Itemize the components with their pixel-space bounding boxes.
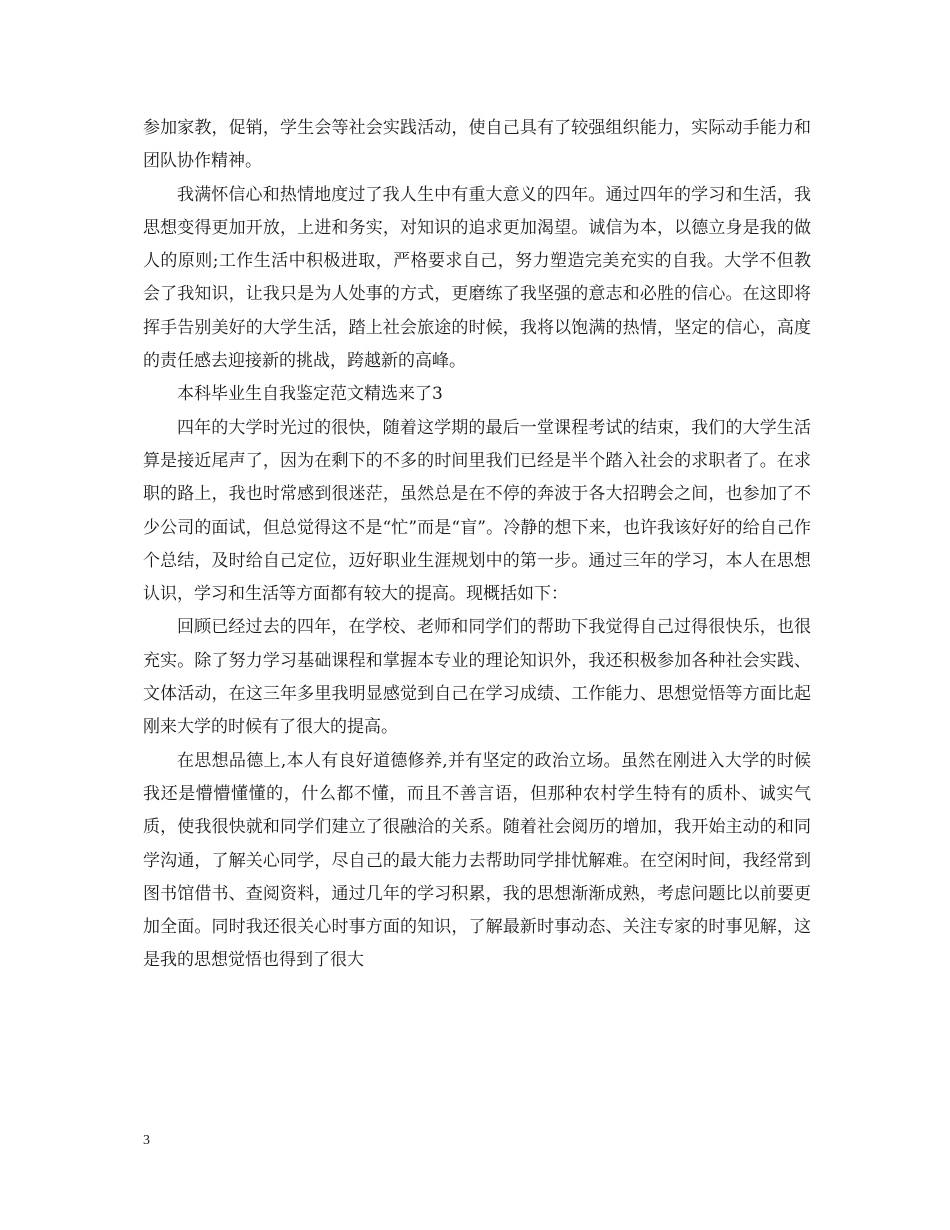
paragraph-continued: 参加家教，促销，学生会等社会实践活动，使自己具有了较强组织能力，实际动手能力和团队协作精神。 [143, 118, 811, 172]
page-number: 3 [143, 1133, 150, 1148]
paragraph: 在思想品德上,本人有良好道德修养,并有坚定的政治立场。虽然在刚进入大学的时候我还是懵懵懂懂的，什么都不懂，而且不善言语，但那种农村学生特有的质朴、诚实气质，使我很快就和同学们建立了很融洽的关系。随着社会阅历的增加，我开始主动的和同学沟通，了解关心同学，尽自己的最大能力去帮助同学排忧解难。在空闲时间，我经常到图书馆借书、查阅资料，通过几年的学习积累，我的思想渐渐成熟，考虑问题比以前要更加全面。同时我还很关心时事方面的知识，了解最新时事动态、关注专家的时事见解，这是我的思想觉悟也得到了很大 [143, 750, 811, 971]
section-heading: 本科毕业生自我鉴定范文精选来了3 [177, 384, 443, 405]
paragraph: 四年的大学时光过的很快，随着这学期的最后一堂课程考试的结束，我们的大学生活算是接近尾声了，因为在剩下的不多的时间里我们已经是半个踏入社会的求职者了。在求职的路上，我也时常感到很迷茫，虽然总是在不停的奔波于各大招聘会之间，也参加了不少公司的面试，但总觉得这不是“忙”而是“盲”。冷静的想下来，也许我该好好的给自己作个总结，及时给自己定位，迈好职业生涯规划中的第一步。通过三年的学习，本人在思想认识，学习和生活等方面都有较大的提高。现概括如下： [143, 417, 811, 605]
document-body [143, 112, 811, 978]
paragraph: 我满怀信心和热情地度过了我人生中有重大意义的四年。通过四年的学习和生活，我思想变得更加开放，上进和务实，对知识的追求更加渴望。诚信为本，以德立身是我的做人的原则;工作生活中积极进取，严格要求自己，努力塑造完美充实的自我。大学不但教会了我知识，让我只是为人处事的方式，更磨练了我坚强的意志和必胜的信心。在这即将挥手告别美好的大学生活，踏上社会旅途的时候，我将以饱满的热情，坚定的信心，高度的责任感去迎接新的挑战，跨越新的高峰。 [143, 184, 811, 372]
paragraph: 回顾已经过去的四年，在学校、老师和同学们的帮助下我觉得自己过得很快乐，也很充实。除了努力学习基础课程和掌握本专业的理论知识外，我还积极参加各种社会实践、文体活动，在这三年多里我明显感觉到自己在学习成绩、工作能力、思想觉悟等方面比起刚来大学的时候有了很大的提高。 [143, 617, 811, 738]
